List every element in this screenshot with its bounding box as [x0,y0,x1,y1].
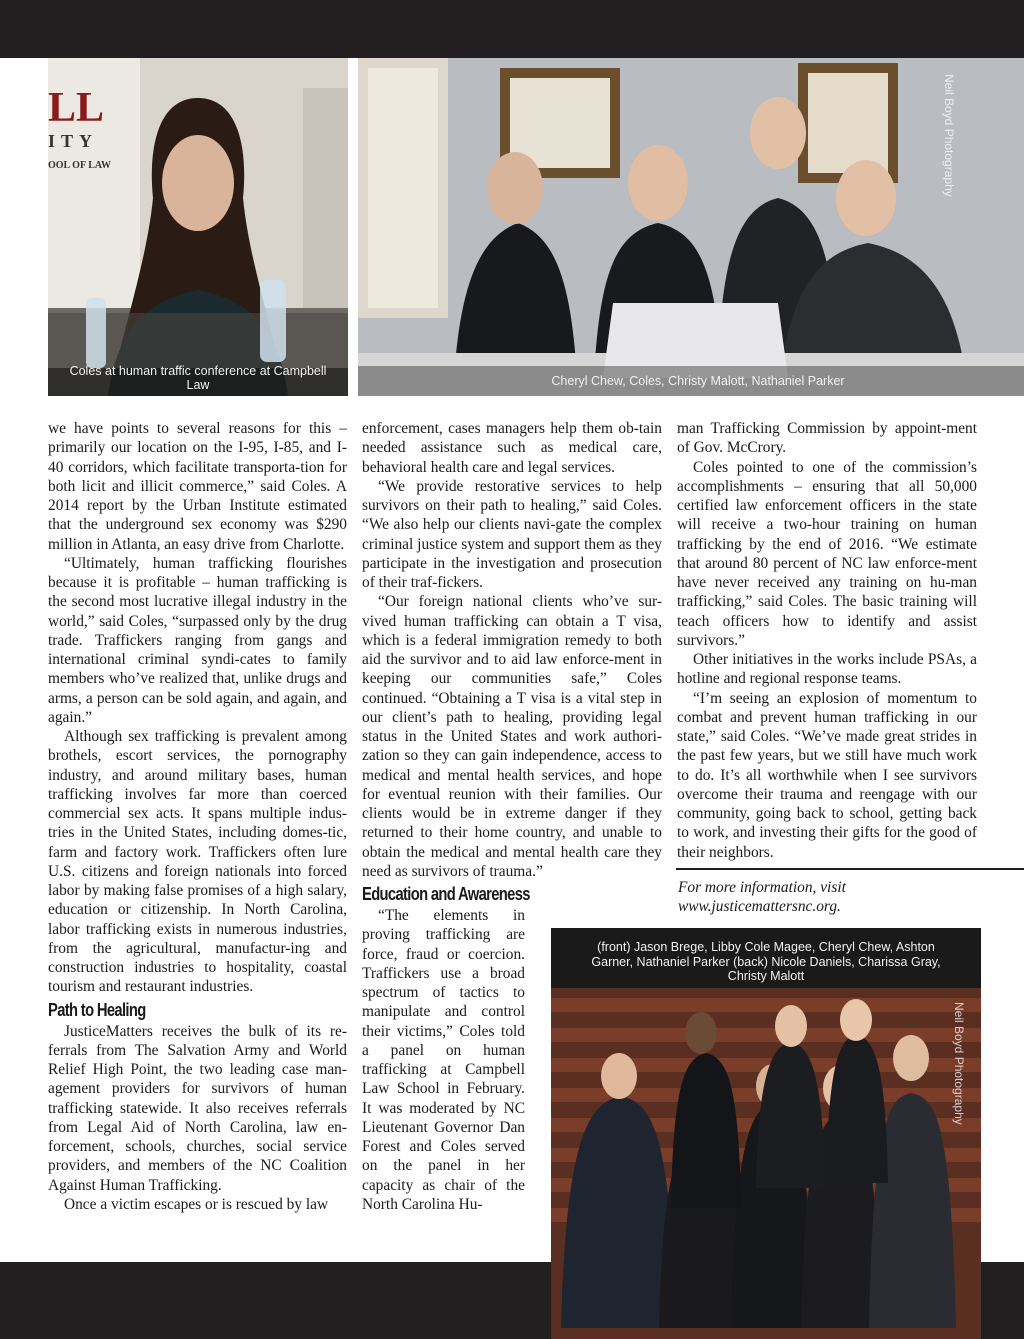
photo-group-stairs [551,928,981,1339]
paragraph: “Ultimately, human trafficking flourishes because it is profitable – human trafficking is the second most lucrative illegal industry in the world,” said Coles, “surpassed only by the drug trade. Traffickers ranging from gangs and international criminal syndi-cates to family members who’ve realized that, unlike drugs and arms, a person can be sold again, and again, and again.” [48,554,347,726]
paragraph: we have points to several reasons for this – primarily our location on the I-95, I-85, and I-40 corridors, which facilitate transporta-tion for both licit and illicit commerce,” said Coles. A 2014 report by the Urban Institute estimated that the underground sex economy was $290 million in Atlanta, an easy drive from Charlotte. [48,420,347,553]
photo-coles-conference [48,58,348,396]
photo-team-laptop [358,58,1024,396]
conference-banner: LL ITY OOL OF LAW [48,85,111,171]
paragraph: Other initiatives in the works include PSAs, a hotline and regional response teams. [677,651,977,688]
photo-credit-right: Neil Boyd Photography [942,74,956,197]
paragraph: enforcement, cases managers help them ob-tain needed assistance such as medical care, behavioral health care and legal services. [362,420,662,476]
paragraph: Coles pointed to one of the commission’s accomplishments – ensuring that all 50,000 certified law enforcement officers in the state will receive a two-hour training on human trafficking by the end of 2016. “We estimate that around 80 percent of NC law enforce-ment have never received any training on hu-man trafficking,” said Coles. The basic training will teach officers how to identify and assist survivors.” [677,458,977,649]
caption-right-photo: Cheryl Chew, Coles, Christy Malott, Nathaniel Parker [551,374,845,388]
paragraph: JusticeMatters receives the bulk of its re-ferrals from The Salvation Army and World Relief High Point, the two leading case man-agement providers for survivors of human trafficking statewide. It also receives referrals from Legal Aid of North Carolina, law en-forcement, schools, churches, social service providers, and members of the NC Coalition Against Human Trafficking. [48,1022,347,1194]
caption-left-photo: Coles at human traffic conference at Campbell Law [69,364,327,392]
article-column-1 [48,419,347,1214]
paragraph: “Our foreign national clients who’ve sur-vived human trafficking can obtain a T visa, which is a federal immigration remedy to both aid the survivor and to aid law enforce-ment in keeping our communities safe,” Coles continued. “Obtaining a T visa is a vital step in our client’s path to healing, providing legal status in the United States and work authori-zation so they can gain independence, access to medical and mental health services, and hope for eventual reunion with their families. Our clients would be in extreme danger if they returned to their home country, and unable to obtain the medical and mental health care they need as survivors of trauma.” [362,593,662,880]
paragraph: man Trafficking Commission by appoint-ment of Gov. McCrory. [677,420,977,457]
section-heading-path-to-healing: Path to Healing [48,999,146,1020]
section-heading-education-awareness: Education and Awareness [362,884,530,904]
paragraph: “The elements in proving trafficking are force, fraud or coercion. Traffickers use a broad spectrum of tactics to manipulate and control their victims,” Coles told a panel on human trafficking at Campbell Law School in February. It was moderated by NC Lieutenant Governor Dan Forest and Coles served on the panel in her capacity as chair of the North Carolina Hu- [362,907,525,1213]
paragraph: Although sex trafficking is prevalent among brothels, escort services, the pornography industry, and around military bases, human trafficking involves far more than coerced commercial sex acts. It spans multiple indus-tries in the United States, including domes-tic, farm and factory work. Traffickers often lure U.S. citizens and foreign nationals into forced labor by making false promises of a high salary, education or citizenship. In North Carolina, labor trafficking exists in numerous industries, from the agricultural, manufactur-ing and construction industries to hospitality, coastal tourism and restaurant industries. [48,728,347,996]
paragraph: “I’m seeing an explosion of momentum to combat and prevent human trafficking in our state,” said Coles. “We’ve made great strides in the past few years, but we still have much work to do. It’s all worthwhile when I see survivors overcome their trauma and reengage with our community, going back to school, getting back to work, and investing their gifts for the good of their neighbors. [677,689,977,861]
divider-rule [676,868,1024,870]
caption-group-photo: (front) Jason Brege, Libby Cole Magee, Cheryl Chew, Ashton Garner, Nathaniel Parker (back) Nicole Daniels, Charissa Gray, Christy Malott [591,940,941,983]
article-column-3 [677,419,977,862]
top-black-bar [0,0,1024,58]
more-info-link[interactable]: For more information, visit www.justicemattersnc.org. [678,879,846,915]
paragraph: Once a victim escapes or is rescued by law [64,1195,329,1213]
photo-credit-group: Neil Boyd Photography [952,1002,966,1125]
paragraph: “We provide restorative services to help survivors on their path to healing,” said Coles. “We also help our clients navi-gate the complex criminal justice system and support them as they participate in the investigation and prosecution of their traf-fickers. [362,477,662,591]
